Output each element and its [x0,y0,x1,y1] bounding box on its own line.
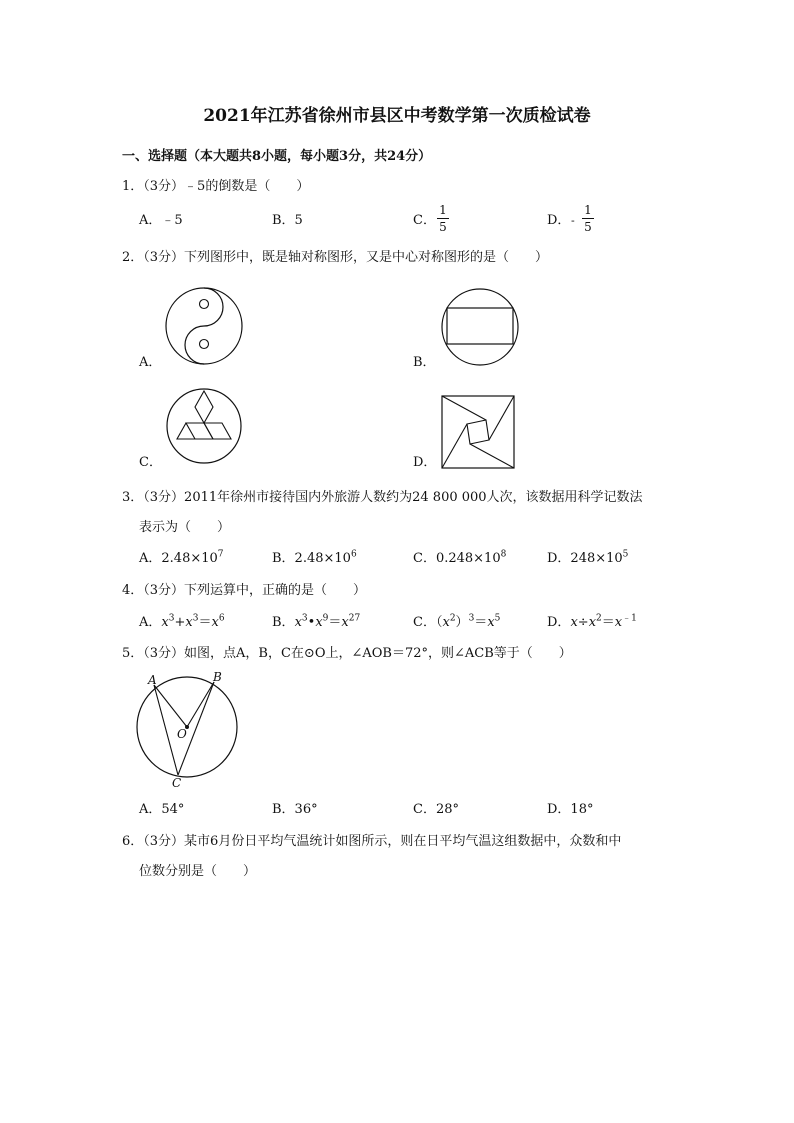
question-1-stem: 1．（3分）﹣5的倒数是（ ） [122,179,310,194]
q4-option-a: A．$x^3+x^3=x^6$ [139,613,225,630]
q1-d-minus: - [571,214,575,227]
q1-option-d-prefix: D． [547,213,571,228]
q3-option-a: A．$2.48\times 10^7$ [139,549,224,566]
circle-rectangle-figure [439,286,521,368]
question-5-stem: 5．（3分）如图，点A，B，C在⊙O上，∠AOB＝72°，则∠ACB等于（ ） [122,646,572,661]
q1-d-fraction-bar [582,218,594,219]
taiji-figure [164,286,244,366]
point-b-label: B [213,670,222,684]
q4-option-b: B．$x^3•x^9=x^{27}$ [272,613,361,630]
q5-option-c: C．28° [413,802,459,817]
point-o-label: O [177,727,187,741]
q3-option-c: C．$0.248\times 10^8$ [413,549,507,566]
q1-c-numerator: 1 [439,203,447,217]
q1-d-denominator: 5 [584,220,592,234]
q2-option-a: A． [139,355,162,370]
question-6-stem-line1: 6．（3分）某市6月份日平均气温统计如图所示，则在日平均气温这组数据中，众数和中 [122,834,622,849]
q5-option-b: B．36° [272,802,318,817]
circle-rhombus-figure [164,386,244,466]
q1-option-b: B．5 [272,213,303,228]
question-3-stem-line2: 表示为（ ） [139,520,231,535]
question-6-stem-line2: 位数分别是（ ） [139,864,257,879]
question-2-stem: 2．（3分）下列图形中，既是轴对称图形，又是中心对称图形的是（ ） [122,250,549,265]
q1-option-a: A．﹣5 [139,213,183,228]
q1-option-c-prefix: C． [413,213,436,228]
q1-d-numerator: 1 [584,203,592,217]
q2-option-b: B． [413,355,436,370]
question-3-stem-line1: 3．（3分）2011年徐州市接待国内外旅游人数约为24 800 000人次，该数据用科学记数法 [122,490,643,505]
section-heading: 一、选择题（本大题共8小题，每小题3分，共24分） [122,149,432,164]
q3-option-b: B．$2.48\times 10^6$ [272,549,357,566]
q4-option-c: C．$(x^2)^3=x^5$ [413,613,501,630]
q1-c-fraction-bar [437,218,449,219]
q1-c-denominator: 5 [439,220,447,234]
point-c-label: C [172,776,182,790]
q4-option-d: D．$x\div x^2=x^{﹣1}$ [547,613,637,630]
q2-option-c: C． [139,455,162,470]
q2-option-d: D． [413,455,437,470]
pinwheel-square-figure [441,395,516,470]
q5-option-a: A．54° [139,802,185,817]
question-4-stem: 4．（3分）下列运算中，正确的是（ ） [122,583,367,598]
q3-option-d: D．$248\times 10^5$ [547,549,629,566]
page-title: 2021年江苏省徐州市县区中考数学第一次质检试卷 [203,106,591,126]
point-a-label: A [148,673,157,687]
q5-option-d: D．18° [547,802,594,817]
